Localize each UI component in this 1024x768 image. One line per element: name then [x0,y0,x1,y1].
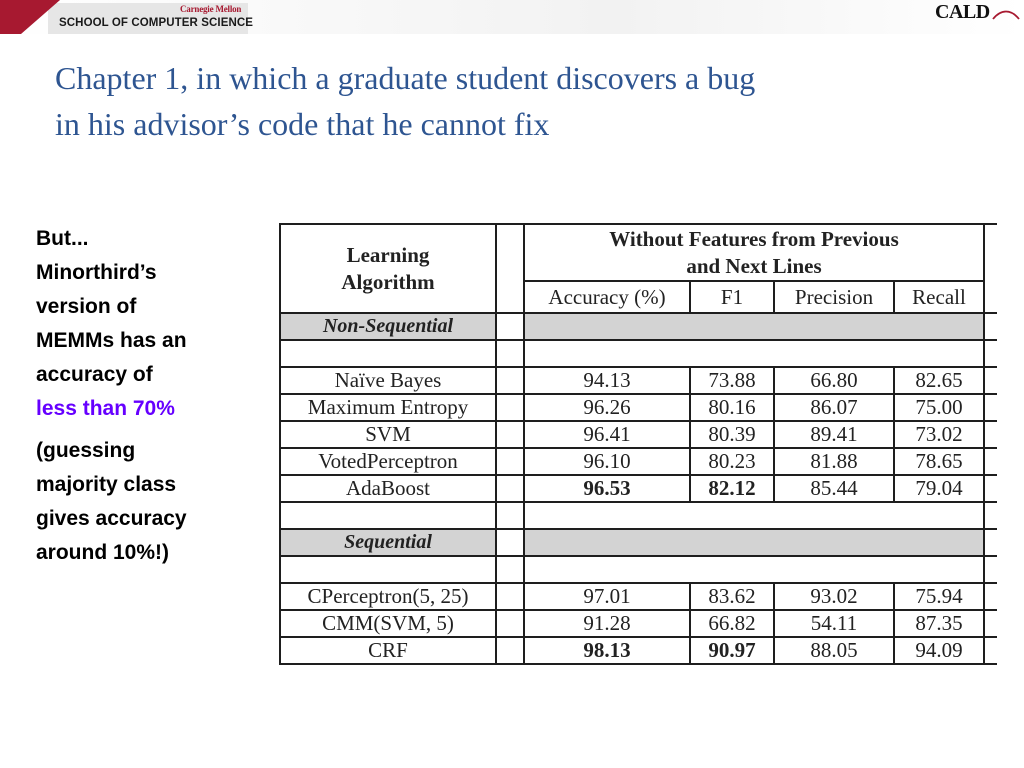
slide-title [55,55,995,147]
cald-logo-text: CALD [935,1,990,23]
gap-cell [496,610,524,637]
gap-cell [496,529,524,556]
prec-cell: 54.11 [774,610,894,637]
empty-cell [524,340,984,367]
rec-cell: 82.65 [894,367,984,394]
cald-logo [935,1,1019,27]
f1-cell: 80.39 [690,421,774,448]
header-alg-line: Learning [346,242,430,267]
f1-cell: 80.23 [690,448,774,475]
table-header-row [280,224,997,281]
table-row [280,475,997,502]
results-table-wrapper [279,223,999,695]
side-line: accuracy of [36,363,153,386]
acc-cell: 97.01 [524,583,690,610]
tail-cell [984,313,997,340]
table-row [280,583,997,610]
side-line: MEMMs has an [36,329,187,352]
tail-cell [984,224,997,313]
rec-cell: 79.04 [894,475,984,502]
gap-cell [496,394,524,421]
gap-cell [496,556,524,583]
f1-cell: 66.82 [690,610,774,637]
algorithm-cell: AdaBoost [280,475,496,502]
title-line-2: in his advisor’s code that he cannot fix [55,106,550,142]
section-fill [524,313,984,340]
side-line: (guessing [36,439,136,462]
tail-cell [984,502,997,529]
algorithm-cell: Maximum Entropy [280,394,496,421]
side-line: gives accuracy [36,507,187,530]
empty-cell [280,502,496,529]
algorithm-cell: VotedPerceptron [280,448,496,475]
empty-cell [280,340,496,367]
side-para-2 [36,434,256,570]
algorithm-cell: Naïve Bayes [280,367,496,394]
gap-cell [496,224,524,313]
algorithm-cell: CMM(SVM, 5) [280,610,496,637]
table-row [280,421,997,448]
algorithm-cell: SVM [280,421,496,448]
school-name: SCHOOL OF COMPUTER SCIENCE [59,17,254,29]
header-group-line: and Next Lines [686,253,822,278]
algorithm-cell: CRF [280,637,496,664]
side-line: around 10%!) [36,541,170,564]
section-row-sequential [280,529,997,556]
acc-cell: 96.26 [524,394,690,421]
tail-cell [984,610,997,637]
spacer-row [280,340,997,367]
header-alg-line: Algorithm [341,269,435,294]
table-row [280,394,997,421]
rec-cell: 75.00 [894,394,984,421]
tail-cell [984,637,997,664]
prec-cell: 93.02 [774,583,894,610]
tail-cell [984,529,997,556]
table-row [280,448,997,475]
rec-cell: 94.09 [894,637,984,664]
empty-cell [280,556,496,583]
prec-cell: 85.44 [774,475,894,502]
acc-cell: 96.53 [524,475,690,502]
tail-cell [984,394,997,421]
column-header: F1 [690,281,774,313]
table-row [280,367,997,394]
rec-cell: 78.65 [894,448,984,475]
empty-cell [524,556,984,583]
header-group-line: Without Features from Previous [609,226,899,251]
gap-cell [496,313,524,340]
highlight-text: less than 70% [36,397,175,420]
side-para-1 [36,222,256,426]
section-row-non-sequential [280,313,997,340]
acc-cell: 94.13 [524,367,690,394]
gap-cell [496,421,524,448]
section-fill [524,529,984,556]
header-group [524,224,984,281]
gap-cell [496,475,524,502]
table-row [280,610,997,637]
acc-cell: 91.28 [524,610,690,637]
prec-cell: 86.07 [774,394,894,421]
acc-cell: 96.41 [524,421,690,448]
spacer-row [280,502,997,529]
prec-cell: 89.41 [774,421,894,448]
f1-cell: 80.16 [690,394,774,421]
f1-cell: 82.12 [690,475,774,502]
f1-cell: 83.62 [690,583,774,610]
gap-cell [496,502,524,529]
tail-cell [984,367,997,394]
column-header: Recall [894,281,984,313]
title-line-1: Chapter 1, in which a graduate student discovers a bug [55,60,756,96]
gap-cell [496,583,524,610]
side-line: version of [36,295,137,318]
university-name: Carnegie Mellon [180,4,242,14]
side-line: majority class [36,473,177,496]
tail-cell [984,475,997,502]
column-header: Accuracy (%) [524,281,690,313]
column-header: Precision [774,281,894,313]
tail-cell [984,421,997,448]
tail-cell [984,448,997,475]
section-label: Sequential [280,529,496,556]
table-row [280,637,997,664]
acc-cell: 98.13 [524,637,690,664]
side-note [36,222,256,570]
spacer-row [280,556,997,583]
results-table [279,223,997,665]
header-algorithm [280,224,496,313]
f1-cell: 90.97 [690,637,774,664]
rec-cell: 73.02 [894,421,984,448]
prec-cell: 66.80 [774,367,894,394]
algorithm-cell: CPerceptron(5, 25) [280,583,496,610]
rec-cell: 75.94 [894,583,984,610]
side-line: Minorthird’s [36,261,157,284]
tail-cell [984,583,997,610]
empty-cell [524,502,984,529]
rec-cell: 87.35 [894,610,984,637]
swoosh-icon [991,7,1021,23]
tail-cell [984,340,997,367]
section-label: Non-Sequential [280,313,496,340]
f1-cell: 73.88 [690,367,774,394]
acc-cell: 96.10 [524,448,690,475]
gap-cell [496,340,524,367]
gap-cell [496,637,524,664]
prec-cell: 81.88 [774,448,894,475]
prec-cell: 88.05 [774,637,894,664]
gap-cell [496,448,524,475]
tail-cell [984,556,997,583]
gap-cell [496,367,524,394]
side-line: But... [36,227,89,250]
